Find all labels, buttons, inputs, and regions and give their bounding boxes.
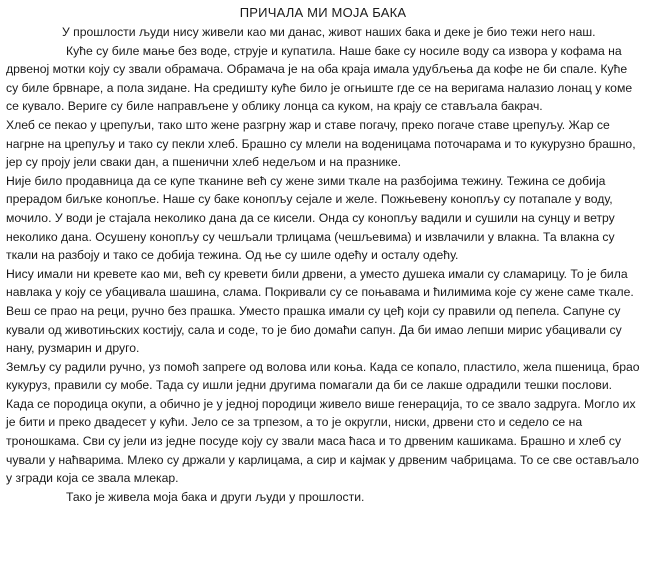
paragraph-laundry: Веш се прао на реци, ручно без прашка. Уместо прашка имали су цеђ који су правили од пепела. Сапуне су кували од животињских костију, сала и соде, то је био домаћи сапун. Да би имао лепши мирис убацивали су нану, рузмарин и друго. bbox=[6, 303, 622, 356]
paragraph-houses: Куће су биле мање без воде, струје и купатила. Наше баке су носиле воду са извора у кофама на дрвеној мотки коју су звали обрамача. Обрамача је на оба краја имала удубљења да кофе не би спале. Куће су биле брвнаре, а пола зидане. На средишту куће било је огњиште где се на веригама налазио лонац у коме се кувало. Вериге су биле направљене у облику лонца са куком, на крају се стављала бакрач. bbox=[6, 43, 633, 114]
paragraph-beds: Нису имали ни кревете као ми, већ су кревети били дрвени, а уместо душека имали су сламарицу. То је била навлака у коју се убацивала шашина, слама. Покривали су се поњавама и ћилимима које су жене саме ткале. bbox=[6, 266, 634, 300]
paragraph-intro: У прошлости људи нису живели као ми данас, живот наших бака и деке је био тежи него наш. bbox=[62, 25, 596, 39]
paragraph-fabric: Није било продавница да се купе тканине већ су жене зими ткале на разбојима тежину. Тежина се добија прерадом биљке конопље. Наше су баке конопљу сејале и желе. Пожњевену конопљу су потапале у воду, мочило. У води је стајала неколико дана да се кисели. Онда су конопљу вадили и сушили на сунцу и ветру неколико дана. Осушену конопљу су чешљали трлицама (чешљевима) и извлачили у влакна. Та влакна су ткали на разбоју и тако се добија тежина. Од ње су шиле одећу и осталу одећу. bbox=[6, 173, 615, 263]
document-page bbox=[6, 4, 640, 506]
paragraph-bread: Хлеб се пекао у црепуљи, тако што жене разгрну жар и ставе погачу, преко погаче ставе црепуљу. Жар се нагрне на црепуљу и тако су пекли хлеб. Брашно су млели на воденицама поточарама и то кукурузно брашно, јер су проју јели сваки дан, а пшенични хлеб недељом и на празнике. bbox=[6, 117, 636, 170]
paragraph-farming: Земљу су радили ручно, уз помоћ запреге од волова или коња. Када се копало, пластило, жела пшеница, брао кукуруз, правили су мобе. Тада су ишли једни другима помагали да би се лакше одрадили тешки послови. bbox=[6, 359, 640, 393]
paragraph-closing: Тако је живела моја бака и други људи у прошлости. bbox=[66, 489, 365, 504]
paragraph-family: Када се породица окупи, а обично је у једној породици живело више генерација, то се звало задруга. Могло их је бити и преко двадесет у кући. Јело се за трпезом, а то је округли, ниски, дрвени сто и седело се на троношкама. Сви су јели из једне посуде коју су звали маса ћаса и то дрвеним кашикама. Брашно и хлеб су чували у наћварима. Млеко су држали у карлицама, а сир и кајмак у дрвеним чабрицама. То се све остављало у згради која се звала млекар. bbox=[6, 396, 639, 486]
document-title: ПРИЧАЛА МИ МОЈА БАКА bbox=[239, 5, 407, 20]
